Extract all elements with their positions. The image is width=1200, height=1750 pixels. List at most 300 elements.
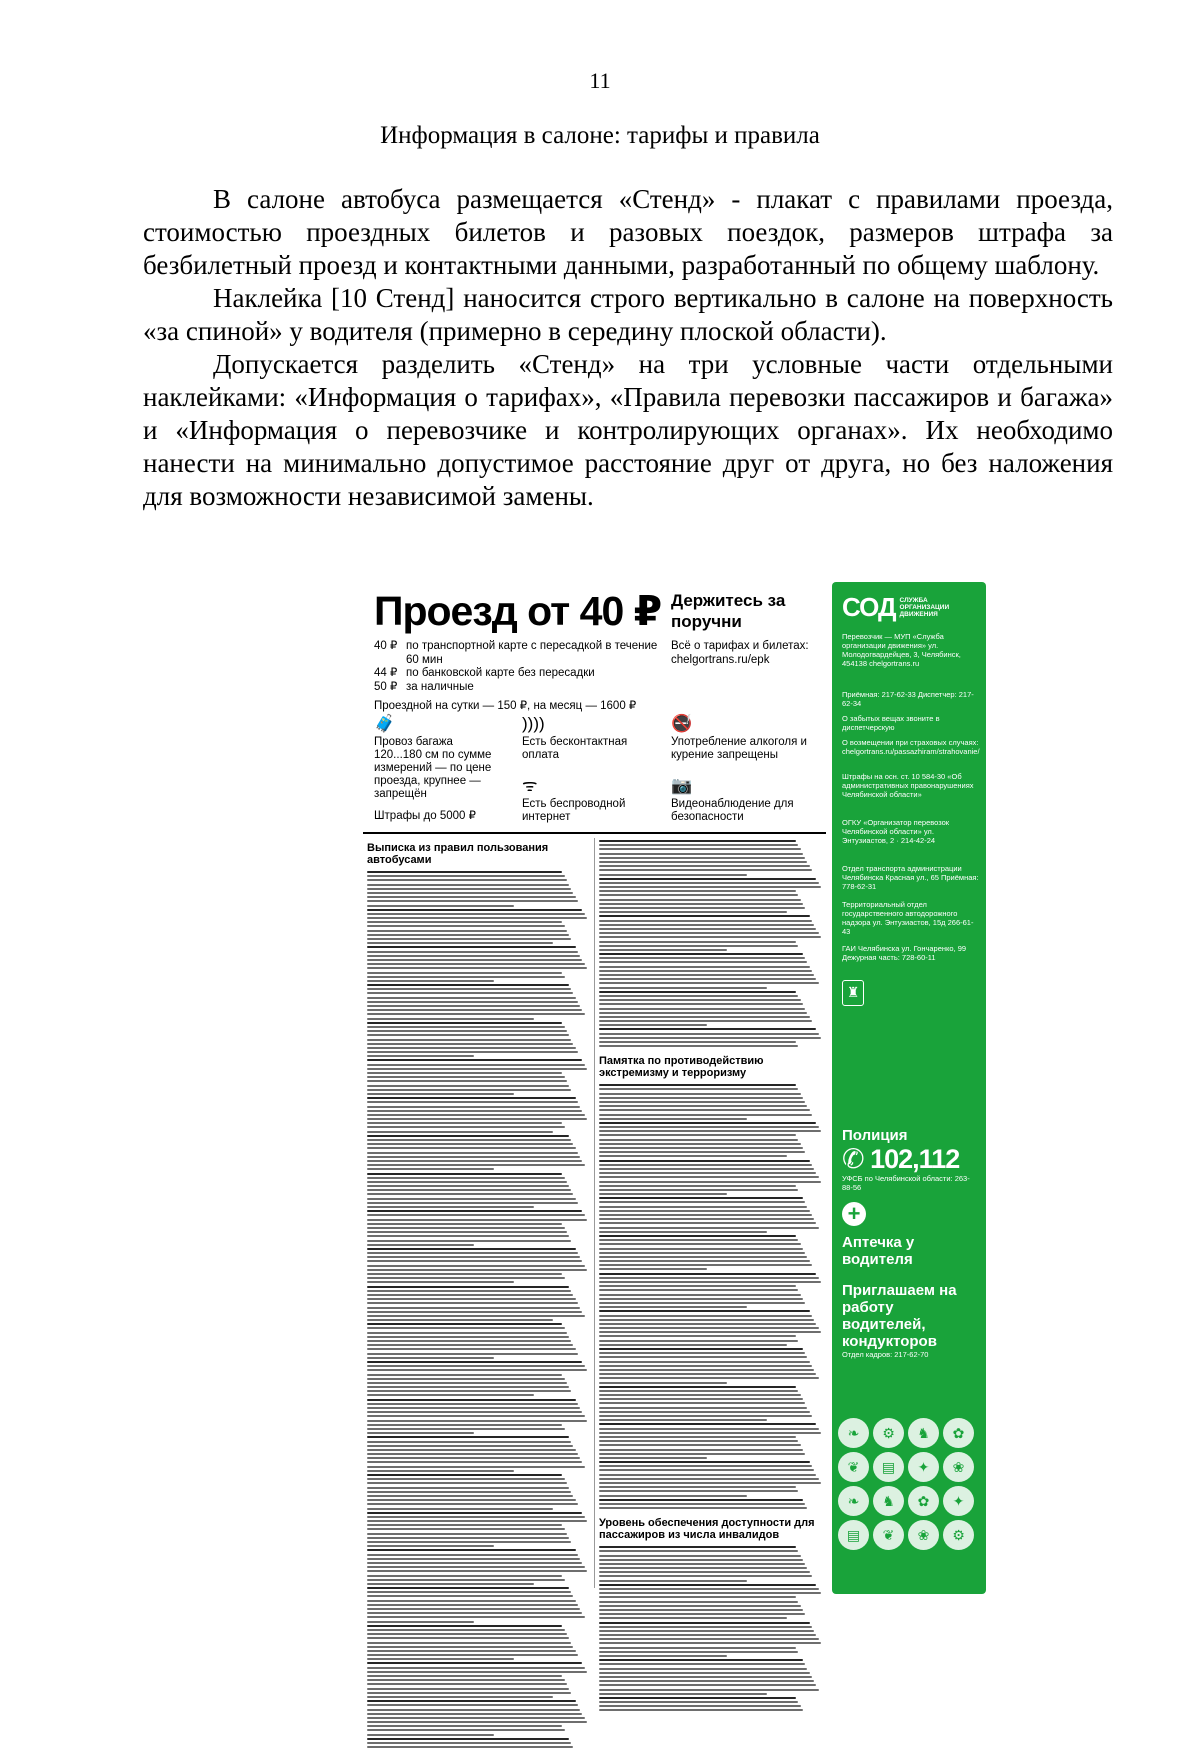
fine-print-line	[599, 1642, 821, 1644]
fine-print-line	[599, 1101, 805, 1103]
fine-print-line	[599, 1012, 807, 1014]
fine-print-line	[367, 1093, 514, 1095]
accessibility-title: Уровень обеспечения доступности для пассажиров из числа инвалидов	[599, 1517, 815, 1542]
fine-print-line	[599, 1469, 814, 1471]
fine-print-line	[599, 1218, 814, 1220]
fine-print-line	[599, 1382, 727, 1384]
fare-description: за наличные	[406, 680, 474, 693]
fine-print-line	[367, 1428, 565, 1430]
fine-print-line	[367, 1311, 582, 1313]
fine-print-line	[367, 1713, 582, 1715]
fine-print-line	[367, 972, 562, 974]
fare-price: 40 ₽	[374, 640, 398, 652]
fine-print-line	[367, 1461, 582, 1463]
fine-print-line	[599, 1584, 816, 1586]
fine-print-line	[367, 1746, 573, 1748]
fine-print-line	[367, 1126, 565, 1128]
rules-title: Выписка из правил пользования автобусами	[367, 842, 549, 866]
fines-law-info: Штрафы на осн. ст. 10 584-30 «Об административных правонарушениях Челябинской области»	[842, 772, 974, 799]
fine-print-line	[599, 1045, 798, 1047]
fine-print-line	[367, 1118, 587, 1120]
fine-print-line	[599, 1655, 727, 1657]
fine-print-line	[599, 1231, 767, 1233]
fare-row	[374, 640, 664, 667]
fine-print-line	[599, 915, 810, 917]
fine-print-line	[367, 1374, 562, 1376]
fine-print-line	[367, 1704, 578, 1706]
fine-print-line	[367, 1122, 562, 1124]
fine-print-line	[599, 1499, 803, 1501]
fine-print-line	[367, 1131, 553, 1133]
fine-print-line	[599, 1122, 816, 1124]
sod-logo-mark: СОД	[842, 592, 896, 622]
fine-print-line	[599, 1105, 807, 1107]
fine-print-line	[599, 1281, 821, 1283]
fine-print-line	[599, 1613, 805, 1615]
fine-print-line	[599, 1147, 803, 1149]
fine-print-line	[599, 987, 767, 989]
fine-print-line	[367, 938, 571, 940]
fine-print-line	[367, 1482, 567, 1484]
fine-print-line	[599, 1003, 803, 1005]
bicycle-icon: ⚙	[873, 1418, 904, 1448]
fine-print-line	[599, 1457, 707, 1459]
fine-print-line	[367, 1436, 569, 1438]
fine-print-line	[367, 1152, 578, 1154]
fine-print-line	[599, 1701, 798, 1703]
fine-print-line	[367, 1700, 576, 1702]
fine-print-line	[367, 1491, 571, 1493]
fine-print-line	[599, 1440, 798, 1442]
fine-print-line	[599, 1348, 803, 1350]
fine-print-line	[599, 1319, 814, 1321]
fine-print-line	[599, 1478, 819, 1480]
insurance-info: О возмещении при страховых случаях: chelgortrans.ru/passazhiram/strahovanie/	[842, 738, 980, 756]
fine-print-line	[367, 909, 582, 911]
fine-print-line	[599, 874, 747, 876]
fine-print-line	[367, 1495, 573, 1497]
fine-print-line	[599, 1617, 787, 1619]
fine-print-line	[367, 980, 494, 982]
fine-print-line	[367, 955, 580, 957]
fine-print-line	[599, 1444, 801, 1446]
fine-print-line	[367, 1051, 578, 1053]
divider	[594, 838, 595, 1588]
fine-print-line	[367, 1022, 562, 1024]
fine-print-line	[367, 946, 576, 948]
fine-print-line	[599, 1482, 821, 1484]
fine-print-line	[599, 1037, 821, 1039]
fine-print-line	[599, 1118, 747, 1120]
luggage-icon: 🧳	[374, 714, 396, 733]
fine-print-line	[599, 1423, 816, 1425]
stend-main-area	[363, 582, 826, 1594]
fine-print-line	[367, 1621, 474, 1623]
fine-print-line	[367, 1185, 569, 1187]
chelyabinsk-emblem-block	[842, 980, 980, 1006]
fine-print-line	[599, 853, 803, 855]
fine-print-line	[367, 1055, 474, 1057]
fare-row	[374, 667, 664, 681]
fine-print-line	[367, 1273, 562, 1275]
fine-print-line	[599, 1310, 810, 1312]
fine-print-line	[599, 1361, 810, 1363]
leaf-icon: ❧	[838, 1486, 869, 1516]
fine-print-line	[367, 1616, 585, 1618]
fine-print-line	[599, 903, 803, 905]
flower-icon: ❀	[908, 1520, 939, 1550]
fine-print-line	[367, 905, 514, 907]
job-invite-block	[842, 1282, 980, 1359]
fine-print-line	[599, 840, 796, 842]
fine-print-line	[367, 1223, 562, 1225]
fine-print-line	[599, 1028, 816, 1030]
fine-print-line	[599, 911, 787, 913]
fine-print-line	[367, 963, 585, 965]
fine-print-line	[367, 1034, 569, 1036]
fine-print-line	[367, 1269, 587, 1271]
fine-print-line	[599, 886, 821, 888]
fine-print-line	[599, 1206, 807, 1208]
fine-print-line	[367, 1227, 565, 1229]
fine-print-line	[367, 917, 587, 919]
fine-print-line	[599, 861, 807, 863]
divider	[363, 832, 826, 834]
paragraph: Допускается разделить «Стенд» на три условные части отдельными наклейками: «Информация о тарифах», «Правила перевозки пассажиров и багажа» и «Информация о перевозчике и контролирующих органах». Их необходимо нанести на минимально допустимое расстояние друг от друга, но без наложения для возможности независимой замены.	[143, 349, 1113, 511]
fine-print-line	[599, 1495, 747, 1497]
fine-print-line	[367, 1654, 578, 1656]
fine-print-line	[599, 1248, 803, 1250]
fine-print-line	[599, 1143, 801, 1145]
fines-label: Штрафы до 5000 ₽	[374, 810, 476, 822]
fine-print-line	[367, 1340, 571, 1342]
fine-print-line	[367, 1734, 494, 1736]
fine-print-line	[367, 1369, 587, 1371]
fine-print-line	[367, 1512, 582, 1514]
fine-print-line	[367, 1709, 580, 1711]
document-title: Информация в салоне: тарифы и правила	[380, 122, 820, 149]
fine-print-line	[599, 907, 805, 909]
fine-print-line	[367, 1671, 587, 1673]
fine-print-line	[599, 1689, 819, 1691]
fine-print-line	[367, 1080, 567, 1082]
fine-print-line	[367, 1298, 576, 1300]
first-aid-label: Аптечка у водителя	[842, 1234, 915, 1268]
fine-print-line	[599, 1024, 707, 1026]
fine-print-line	[367, 1378, 565, 1380]
fine-print-line	[367, 1729, 565, 1731]
fine-print-line	[367, 1658, 514, 1660]
gai-info: ГАИ Челябинска ул. Гончаренко, 99 Дежурная часть: 728-60-11	[842, 944, 967, 962]
fine-print-line	[599, 1567, 807, 1569]
fine-print-line	[367, 1097, 576, 1099]
fine-print-line	[367, 1508, 553, 1510]
fine-print-line	[367, 1294, 573, 1296]
fine-print-line	[599, 1273, 816, 1275]
fare-price: 50 ₽	[374, 680, 398, 693]
camera-info	[671, 776, 821, 824]
fine-print-line	[367, 1177, 565, 1179]
fine-print-line	[599, 1093, 801, 1095]
fine-print-line	[599, 1605, 801, 1607]
fine-print-line	[367, 1001, 578, 1003]
fine-print-line	[599, 961, 807, 963]
fine-print-line	[599, 1601, 798, 1603]
fine-print-line	[367, 1214, 585, 1216]
fine-print-line	[367, 1315, 585, 1317]
flower-icon: ✿	[908, 1486, 939, 1516]
fine-print-line	[367, 1047, 576, 1049]
fine-print-line	[367, 1106, 580, 1108]
fine-print-line	[367, 1265, 585, 1267]
fine-print-line	[367, 1499, 576, 1501]
fine-print-line	[599, 1289, 798, 1291]
fine-print-line	[367, 1076, 565, 1078]
fine-print-line	[367, 1667, 585, 1669]
fine-print-line	[367, 1533, 567, 1535]
fine-print-line	[367, 888, 571, 890]
fine-print-line	[367, 1198, 576, 1200]
fine-print-line	[367, 871, 562, 873]
fine-print-line	[367, 1441, 571, 1443]
fine-print-line	[599, 1020, 812, 1022]
fare-list	[374, 640, 664, 714]
fine-print-line	[599, 857, 805, 859]
fine-print-line	[367, 1173, 562, 1175]
fine-print-line	[367, 1520, 587, 1522]
fine-print-line	[599, 1155, 787, 1157]
fine-print-line	[367, 1420, 587, 1422]
fine-print-line	[367, 1390, 571, 1392]
fine-print-line	[599, 1680, 814, 1682]
fine-print-line	[599, 945, 798, 947]
fine-print-line	[367, 967, 587, 969]
job-invite: Приглашаем на работу водителей, кондукторов	[842, 1282, 957, 1350]
fine-print-line	[367, 1089, 571, 1091]
fine-print-line	[599, 1486, 796, 1488]
hr-phone: Отдел кадров: 217-62-70	[842, 1350, 929, 1359]
fine-print-line	[367, 1101, 578, 1103]
fine-print-line	[599, 1302, 805, 1304]
fine-print-line	[367, 1554, 578, 1556]
fine-print-line	[599, 882, 819, 884]
fine-print-line	[599, 1571, 810, 1573]
fine-print-line	[367, 1524, 562, 1526]
wifi-icon: ᯤ	[522, 776, 538, 795]
fine-print-line	[367, 1583, 534, 1585]
body-text	[143, 183, 1113, 513]
fsb-info: УФСБ по Челябинской области: 263-88-56	[842, 1174, 970, 1192]
fine-print-line	[599, 1176, 819, 1178]
fine-print-line	[599, 848, 801, 850]
fine-print-line	[599, 924, 814, 926]
wifi-info	[522, 776, 662, 824]
fine-print-line	[367, 1537, 569, 1539]
fine-print-line	[367, 1302, 578, 1304]
fine-print-line	[367, 1403, 578, 1405]
fine-print-line	[599, 1588, 819, 1590]
fine-print-line	[599, 1415, 812, 1417]
fine-print-line	[599, 1563, 805, 1565]
luggage-info	[374, 714, 499, 801]
fine-print-line	[367, 1449, 576, 1451]
fine-print-line	[367, 1248, 576, 1250]
fine-print-line	[367, 1604, 578, 1606]
fine-print-line	[599, 1402, 805, 1404]
star-icon: ✦	[908, 1452, 939, 1482]
fine-print-line	[367, 1168, 494, 1170]
rules-fine-print	[367, 871, 589, 1748]
fine-print-line	[367, 1336, 569, 1338]
fine-print-line	[367, 1625, 562, 1627]
fine-print-line	[367, 1675, 562, 1677]
service-icons	[374, 714, 829, 824]
fare-row	[374, 681, 664, 695]
fine-print-line	[599, 1327, 819, 1329]
fine-print-line	[367, 1683, 567, 1685]
fine-print-line	[599, 1651, 798, 1653]
fine-print-line	[599, 1411, 810, 1413]
fine-print-line	[367, 1143, 573, 1145]
fine-print-line	[367, 1424, 562, 1426]
fine-print-line	[599, 1550, 798, 1552]
fine-print-line	[367, 984, 569, 986]
fine-print-line	[599, 1461, 810, 1463]
fine-print-line	[599, 1369, 814, 1371]
accessibility-fine-print	[599, 1546, 823, 1711]
fine-print-line	[599, 1344, 787, 1346]
fine-print-line	[367, 1281, 514, 1283]
fine-print-line	[367, 1679, 565, 1681]
fine-print-line	[599, 1243, 801, 1245]
fine-print-line	[599, 1164, 812, 1166]
fine-print-line	[599, 1453, 805, 1455]
pass-prices: Проездной на сутки — 150 ₽, на месяц — 1600 ₽	[374, 700, 637, 712]
fine-print-line	[599, 1130, 821, 1132]
fare-price: 44 ₽	[374, 667, 398, 679]
fine-print-line	[599, 1285, 796, 1287]
tariff-info-link: Всё о тарифах и билетах: chelgortrans.ru/epk	[671, 640, 809, 666]
fine-print-line	[599, 1503, 805, 1505]
fine-print-line	[599, 1390, 798, 1392]
fine-print-line	[599, 920, 812, 922]
fine-print-line	[367, 1415, 585, 1417]
fine-print-line	[599, 1239, 798, 1241]
fine-print-line	[599, 953, 803, 955]
fine-print-line	[367, 1570, 587, 1572]
fine-print-line	[367, 879, 567, 881]
fine-print-line	[367, 1411, 582, 1413]
fine-print-line	[599, 1210, 810, 1212]
fare-description: по транспортной карте с пересадкой в течение 60 мин	[406, 640, 658, 666]
fine-print-line	[599, 1672, 810, 1674]
fine-print-line	[599, 1160, 810, 1162]
flower-icon: ✿	[943, 1418, 974, 1448]
fine-print-line	[367, 1357, 494, 1359]
fine-print-line	[599, 970, 812, 972]
camera-label: Видеонаблюдение для безопасности	[671, 798, 794, 823]
fine-print-line	[367, 1466, 585, 1468]
fine-print-line	[367, 1562, 582, 1564]
fine-print-line	[599, 1189, 798, 1191]
fine-print-line	[367, 1361, 582, 1363]
fine-print-line	[367, 1181, 567, 1183]
fine-print-line	[367, 1612, 582, 1614]
fine-print-line	[367, 896, 576, 898]
fine-print-line	[367, 1160, 582, 1162]
fine-print-line	[367, 1202, 578, 1204]
fine-print-line	[367, 1575, 562, 1577]
fine-print-line	[367, 1085, 569, 1087]
fine-print-line	[599, 1277, 819, 1279]
fine-print-line	[599, 1622, 810, 1624]
fine-print-line	[367, 1432, 474, 1434]
fine-print-line	[599, 1638, 819, 1640]
fine-print-line	[367, 1026, 565, 1028]
fine-print-line	[599, 1352, 805, 1354]
fine-print-line	[599, 1373, 816, 1375]
fine-print-line	[367, 1642, 571, 1644]
fine-print-line	[599, 1507, 807, 1509]
fine-print-line	[367, 997, 576, 999]
fine-print-line	[367, 1662, 582, 1664]
fare-description: по банковской карте без пересадки	[406, 667, 595, 679]
rules-fine-print-continued	[599, 840, 823, 1047]
fine-print-line	[599, 1315, 812, 1317]
fine-print-line	[599, 1626, 812, 1628]
fine-print-line	[599, 1580, 747, 1582]
fine-print-line	[599, 1109, 810, 1111]
police-label: Полиция	[842, 1127, 908, 1144]
fine-print-line	[367, 1503, 578, 1505]
fine-print-line	[599, 1268, 707, 1270]
fine-print-line	[599, 1193, 727, 1195]
fine-print-line	[367, 1189, 571, 1191]
fine-print-line	[367, 1600, 576, 1602]
fine-print-line	[367, 1068, 587, 1070]
fine-print-line	[599, 1214, 812, 1216]
fine-print-line	[367, 1742, 571, 1744]
camel-icon: ♞	[908, 1418, 939, 1448]
carrier-info: Перевозчик — МУП «Служба организации движения» ул. Молодогвардейцев, 3, Челябинск, 454138 chelgortrans.ru	[842, 632, 961, 668]
fine-print-line	[599, 1340, 798, 1342]
fine-print-line	[367, 1252, 578, 1254]
camera-icon: 📷	[671, 776, 693, 795]
fine-print-line	[367, 1541, 571, 1543]
fine-print-line	[367, 1206, 534, 1208]
carrier-phones: Приёмная: 217-62-33 Диспетчер: 217-62-34	[842, 690, 974, 708]
fine-print-line	[599, 1084, 796, 1086]
fine-print-line	[367, 1637, 569, 1639]
fine-print-line	[367, 934, 569, 936]
fine-print-line	[599, 999, 801, 1001]
fine-print-line	[599, 1201, 805, 1203]
fine-print-line	[599, 1663, 805, 1665]
fine-print-line	[599, 1365, 812, 1367]
fine-print-line	[367, 992, 573, 994]
transport-dept-info: Отдел транспорта администрации Челябинска Красная ул., 65 Приёмная: 778-62-31	[842, 864, 979, 891]
paragraph: Наклейка [10 Стенд] наносится строго вертикально в салоне на поверхность «за спиной» у водителя (примерно в середину плоской области).	[143, 283, 1113, 346]
fine-print-line	[599, 1609, 803, 1611]
fine-print-line	[367, 1059, 582, 1061]
fine-print-line	[599, 1016, 810, 1018]
fine-print-line	[599, 1555, 801, 1557]
wifi-label: Есть беспроводной интернет	[522, 798, 626, 823]
no-alcohol-info	[671, 714, 821, 762]
fine-print-line	[367, 1549, 576, 1551]
fine-print-line	[367, 1043, 573, 1045]
fine-print-line	[367, 1566, 585, 1568]
